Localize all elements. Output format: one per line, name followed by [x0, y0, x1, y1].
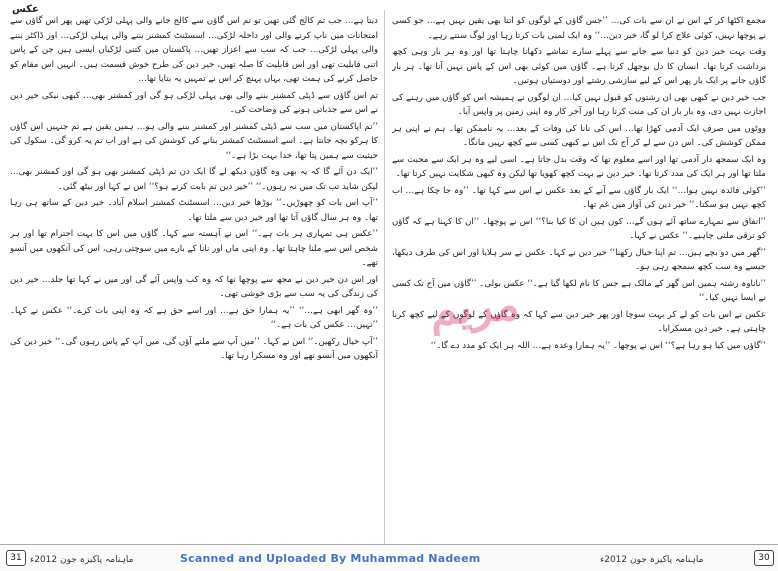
paragraph: وقت بہت خیر دین کو دنیا سے جانے سے پہلے سارے تماشے دکھانا چاہتا تھا اور وہ ہر بار وہی کچھ برداشت کرتا تھا۔ انسان کا دل بوجھل کرتا ہے۔ گاؤں میں کوئی بھی اس کے پاس نہیں آتا تھا۔ ہر بار گاؤں جانے پر ایک بار پھر اس کے لیے سازشی رشتے اور دوستیاں ہوتیں۔	[392, 47, 766, 86]
paragraph: ووٹوں میں صرف ایک آدمی کھڑا تھا… اس کی نانا کی وفات کے بعد… یہ ناممکن تھا۔ ہم نے اپنی ہر ممکن کوشش کی۔ اس دن سے لے کر آج تک اس نے کبھی کسی سے کچھ نہیں مانگا۔	[392, 123, 766, 148]
paragraph: ’’تم اپاکستان میں سب سے ڈپٹی کمشنر اور کمشنر بننے والی ہو… ہمیں یقین ہے تم جنہیں اس گاؤں کا ہرکو بچہ جانتا ہے۔ اسے اسسٹنٹ کمشنر بنانے کی کوشش کی ہے اور اب تم یہ کرو گی۔ سکول کی حیثیت سے ہمیں پتا تھا، خدا بہت بڑا ہے۔‘‘	[10, 121, 378, 161]
paragraph: ’’کوئی فائدہ نہیں ہوا…‘‘ ایک بار گاؤں سے آنے کے بعد عکس نے اس سے کہا تھا۔ ’’وہ جا چکا ہے… اب کچھ نہیں ہو سکتا۔‘‘ خیر دین کی آواز میں غم تھا۔	[392, 185, 766, 210]
paragraph: ’’گھر میں دو بچے ہیں… تم اپنا خیال رکھنا‘‘ خیر دین نے کہا۔ عکس نے سر ہلایا اور اس کی طرف دیکھا، جیسے وہ سب کچھ سمجھ رہی ہو۔	[392, 247, 766, 272]
paragraph: ’’ایک دن آئے گا کہ یہ بھی وہ گاؤں دیکھ لے گا ایک دن تم ڈپٹی کمشنر بھی ہو گی اور کمشنر بھی… لیکن شاید تب تک میں نہ رہوں۔‘‘ ’’خیر دین تم بابت کرتے ہو؟‘‘ اس نے کہا اور بیٹھ گئی۔	[10, 167, 378, 192]
story-title: عکس	[12, 4, 39, 15]
paragraph: ’’اتفاق سے تمہارے ساتھ آئے ہوں گے… کون ہیں ان کا کیا بنا؟‘‘ اس نے پوچھا۔ ’’ان کا کہنا ہے کہ گاؤں کو ترقی ملنی چاہیے۔‘‘ عکس نے کہا۔	[392, 216, 766, 241]
footer-magazine-right: ماہنامہ پاکیزہ جون 2012ء	[600, 555, 704, 565]
paragraph: ’’ناناوہ رشتہ ہمیں اس گھر کے مالک ہے جس کا نام لکھا گیا ہے۔‘‘ عکس بولی۔ ’’گاؤں میں آج تک کسی نے ایسا نہیں کیا۔‘‘	[392, 278, 766, 303]
footer-magazine-left: ماہنامہ پاکیزہ جون 2012ء	[30, 555, 134, 565]
paragraph: وہ ایک سمجھ دار آدمی تھا اور اسے معلوم تھا کہ وقت بدل جاتا ہے۔ اسی لیے وہ ہر ایک سے محبت سے ملتا تھا اور ہر ایک کی مدد کرتا تھا۔ خیر دین نے بہت کچھ کھویا تھا لیکن وہ کبھی شکایت نہیں کرتا تھا۔	[392, 154, 766, 179]
page-number-left: 31	[6, 550, 26, 566]
paragraph: دیتا ہے… جب تم کالج گئی تھیں تو تم اس گاؤں سے کالج جانے والی پہلی لڑکی تھیں پھر اس گاؤں سے امتحانات میں ناپ کرنے والی اور داخلہ لڑکی… اسسٹنٹ کمشنر بننے والی پہلی لڑکی… اور ڈاکٹر بننے والی پہلی لڑکی… جب کہ سب سے اعزاز تھیں… پاکستان میں کتنی لڑکیاں ایسی ہیں جن کے پاس اتنی قابلیت تھی اور اس قابلیت کا صلہ تھیں، خیر دین کی طرح خوش قسمت ہیں۔ انہیں اس مقام کو حاصل کرنے کی ہمت تھی، یہاں پہنچ کر اس نے تمہیں یہ بتایا تھا…	[10, 16, 378, 84]
paragraph: مجمع اکٹھا کر کے اس نے ان سے بات کی… ’’جس گاؤں کے لوگوں کو اتنا بھی یقین نہیں ہے… جو کسی نے پوچھا نہیں، کوئی علاج کرا لو گا، خیر دین…‘‘ وہ ایک لمبی بات کرتا رہا اور لوگ سنتے رہے۔	[392, 16, 766, 41]
page-footer	[0, 544, 778, 571]
scan-credit: Scanned and Uploaded By Muhammad Nadeem	[180, 552, 481, 565]
column-divider	[384, 10, 385, 546]
paragraph: ’’عکس ہی تمہاری ہر بات ہے۔‘‘ اس نے آہستہ سے کہا۔ گاؤں میں اس کا بہت احترام تھا اور ہر شخص اس سے ملنا چاہتا تھا۔ وہ اپنی ماں اور نانا کے بارے میں سوچتی رہی، اس کی آنکھوں میں آنسو تھے۔	[10, 229, 378, 268]
watermark-logo: مریم	[428, 278, 522, 337]
paragraph: ’’آپ اس بات کو چھوڑیں۔‘‘ بوڑھا خیر دین… اسسٹنٹ کمشنر اسلام آباد۔ خیر دین کے ساتھ ہی رہا تھا۔ وہ ہر سال گاؤں آتا تھا اور خیر دین سے ملتا تھا۔	[10, 198, 378, 223]
page-number-right: 30	[754, 550, 774, 566]
paragraph: اور اس دن خیر دین نے مجھ سے پوچھا تھا کہ وہ کب واپس آئے گی اور میں نے کہا تھا جلد… خیر دین کی زندگی کی یہ سب سے بڑی خوشی تھی۔	[10, 274, 378, 299]
right-text-column	[392, 14, 766, 540]
paragraph: ’’وہ گھر ابھی ہے…‘‘ ’’یہ ہمارا حق ہے… اور اسے حق ہے کہ وہ اپنی بات کرے۔‘‘ عکس نے کہا۔ ’’نہیں… عکس کی بات ہے۔‘‘	[10, 305, 378, 330]
paragraph: ’’گاؤں میں کیا ہو رہا ہے؟‘‘ اس نے پوچھا۔ ’’یہ ہمارا وعدہ ہے… اللہ ہر ایک کو مدد دے گا۔‘‘	[430, 340, 766, 351]
left-text-column	[10, 14, 378, 540]
paragraph: جب خیر دین نے کبھی بھی ان رشتوں کو قبول نہیں کیا… ان لوگوں نے ہمیشہ اس کو گاؤں میں رہنے کی اجازت نہیں دی، وہ بار بار ان کی منت کرتا رہا اور آخر کار وہ اپنی زمین پر واپس آیا۔	[392, 92, 766, 117]
paragraph: عکس نے اس بات کو لے کر بہت سوچا اور پھر خیر دین سے کہا کہ وہ گاؤں کے لوگوں کے لیے کچھ کرنا چاہتی ہے۔ خیر دین مسکرایا۔	[392, 309, 766, 334]
paragraph: تم اس گاؤں سے ڈپٹی کمشنر بننے والی بھی پہلی لڑکی ہو گی اور کمشنر بھی… کبھی نیکی خیر دین نے اس سے جذباتی ہونے کی وضاحت کی۔	[10, 90, 378, 115]
paragraph: ’’آپ خیال رکھیں۔‘‘ اس نے کہا۔ ’’میں آپ سے ملنے آؤں گی، میں آپ کے پاس رہوں گی۔‘‘ خیر دین کی آنکھوں میں آنسو تھے اور وہ مسکرا رہا تھا۔	[10, 336, 378, 361]
